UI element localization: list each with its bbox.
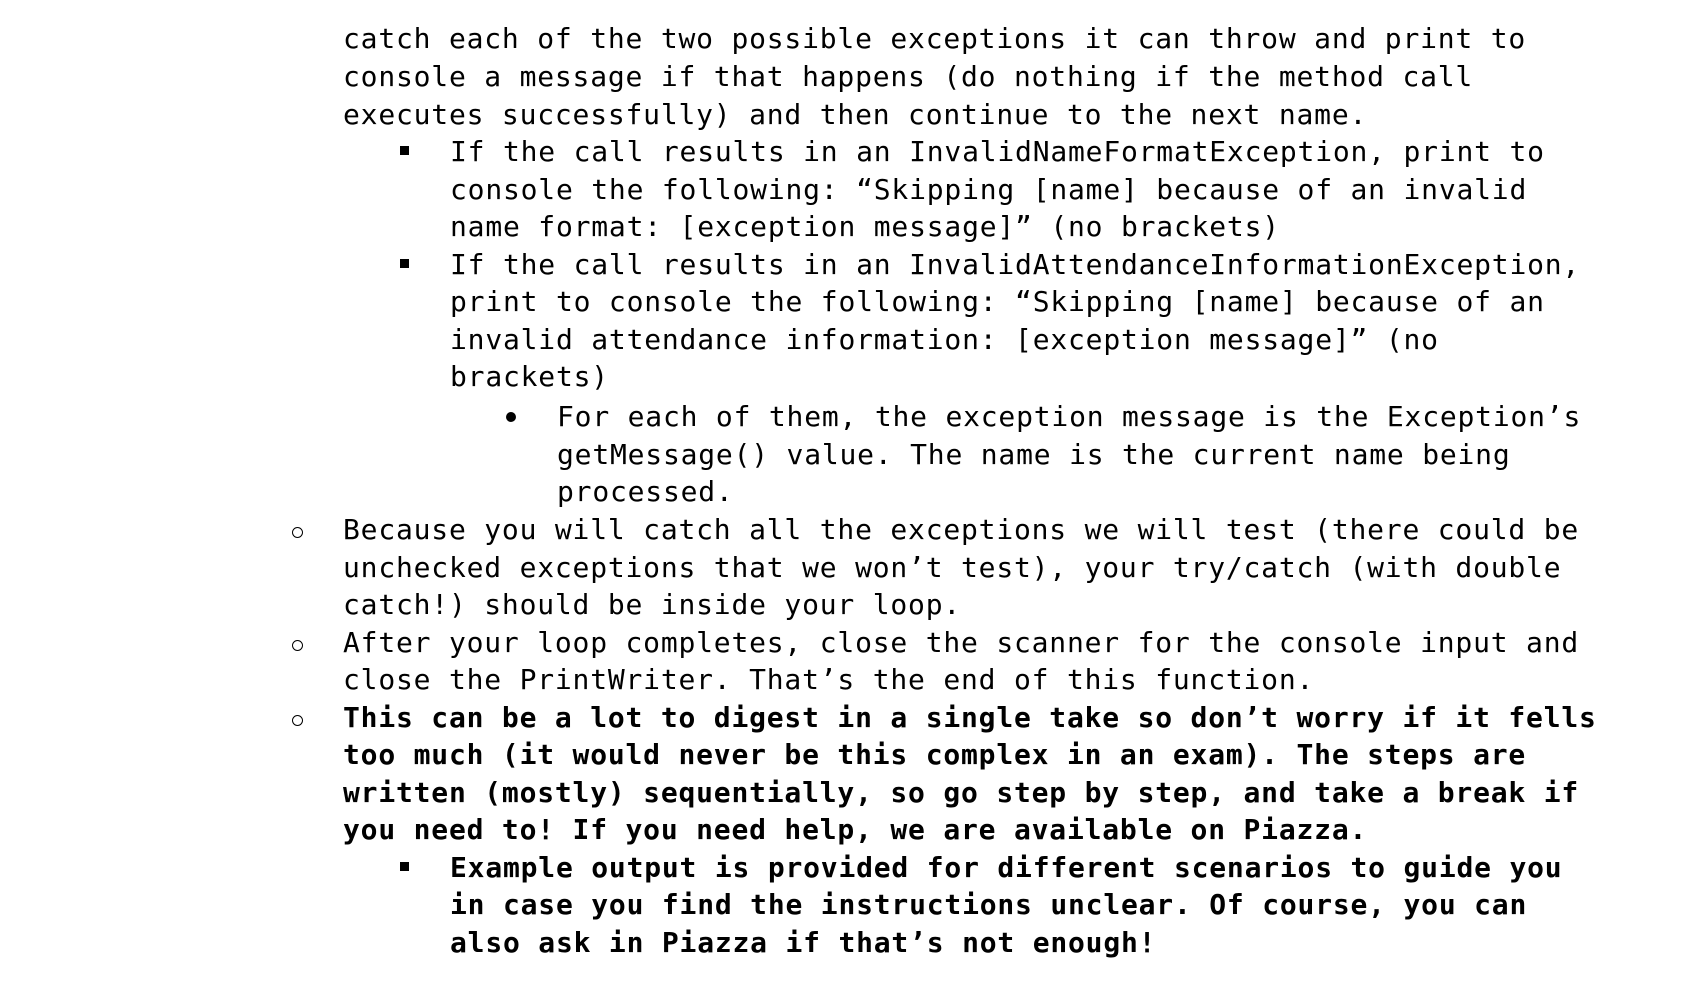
text-line: If the call results in an InvalidAttendanceInformationException, bbox=[450, 248, 1581, 281]
text-line: getMessage() value. The name is the current name being bbox=[557, 438, 1511, 471]
text-line: console the following: “Skipping [name] because of an invalid bbox=[450, 173, 1528, 206]
square-bullet-icon bbox=[400, 146, 409, 155]
text-line: Because you will catch all the exceptions we will test (there could be bbox=[343, 513, 1580, 546]
text-line: unchecked exceptions that we won’t test), your try/catch (with double bbox=[343, 551, 1562, 584]
text-line: After your loop completes, close the scanner for the console input and bbox=[343, 626, 1580, 659]
text-line: For each of them, the exception message is the Exception’s bbox=[557, 400, 1582, 433]
text-line: If the call results in an InvalidNameFormatException, print to bbox=[450, 135, 1545, 168]
circle-bullet-icon bbox=[292, 715, 303, 726]
text-line: catch each of the two possible exceptions it can throw and print to bbox=[343, 22, 1527, 55]
text-line: too much (it would never be this complex in an exam). The steps are bbox=[343, 738, 1527, 771]
circle-bullet-icon bbox=[292, 527, 303, 538]
text-line: also ask in Piazza if that’s not enough! bbox=[450, 926, 1157, 959]
square-bullet-icon bbox=[400, 259, 409, 268]
text-line: close the PrintWriter. That’s the end of this function. bbox=[343, 663, 1315, 696]
text-line: print to console the following: “Skipping [name] because of an bbox=[450, 285, 1545, 318]
text-line: brackets) bbox=[450, 360, 609, 393]
text-line: Example output is provided for different scenarios to guide you bbox=[450, 851, 1563, 884]
text-line: in case you find the instructions unclear. Of course, you can bbox=[450, 888, 1528, 921]
text-line: invalid attendance information: [exception message]” (no bbox=[450, 323, 1439, 356]
text-line: you need to! If you need help, we are available on Piazza. bbox=[343, 813, 1368, 846]
circle-bullet-icon bbox=[292, 640, 303, 651]
dot-bullet-icon bbox=[506, 412, 516, 422]
text-line: written (mostly) sequentially, so go step by step, and take a break if bbox=[343, 776, 1580, 809]
text-line: console a message if that happens (do nothing if the method call bbox=[343, 60, 1474, 93]
text-line: This can be a lot to digest in a single take so don’t worry if it fells bbox=[343, 701, 1597, 734]
square-bullet-icon bbox=[400, 862, 409, 871]
text-line: processed. bbox=[557, 475, 734, 508]
text-line: name format: [exception message]” (no brackets) bbox=[450, 210, 1280, 243]
text-line: catch!) should be inside your loop. bbox=[343, 588, 962, 621]
text-line: executes successfully) and then continue to the next name. bbox=[343, 98, 1368, 131]
